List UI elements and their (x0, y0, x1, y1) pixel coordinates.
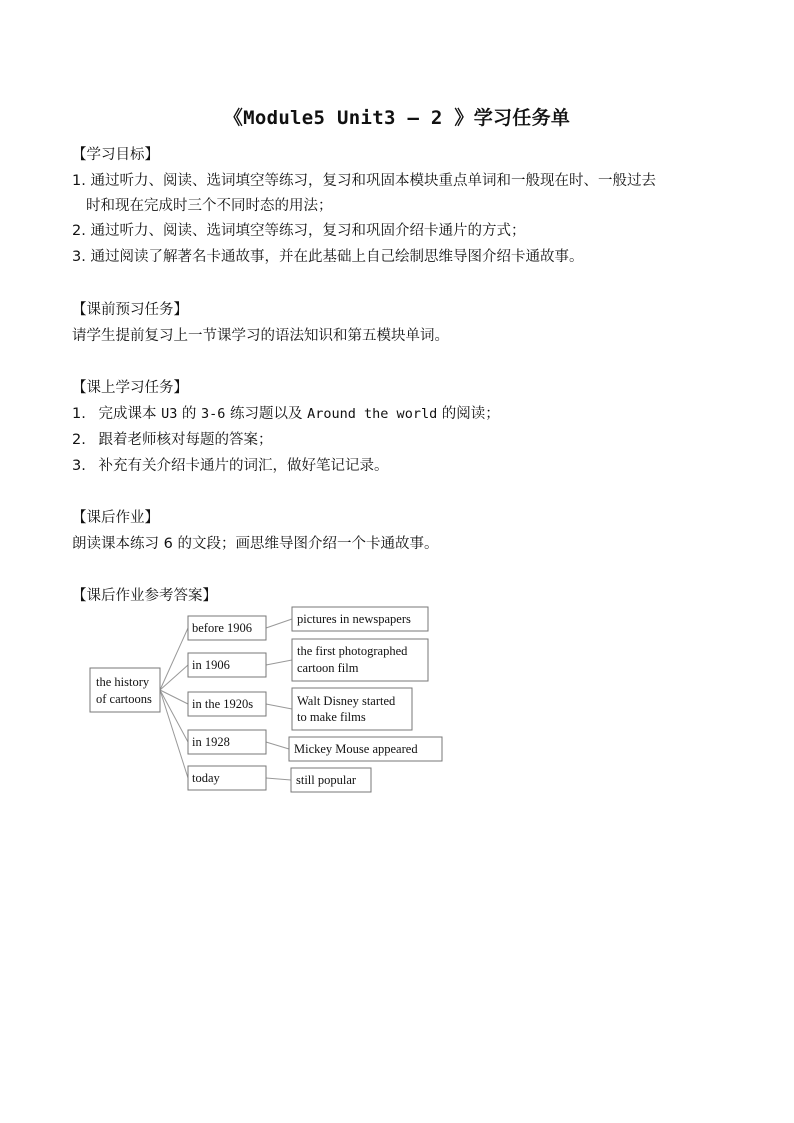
page-title: 《Module5 Unit3 – 2 》学习任务单 (223, 107, 571, 129)
connector-branch-2 (266, 660, 292, 665)
goals-heading: 【学习目标】 (72, 147, 159, 163)
mindmap-root-line-1: the history (96, 675, 150, 689)
detail-text-3-line-2: to make films (297, 710, 366, 724)
goal-item-1-cont: 时和现在完成时三个不同时态的用法； (86, 198, 333, 214)
mindmap-root-line-2: of cartoons (96, 692, 152, 706)
goal-item-3: 3. 通过阅读了解著名卡通故事，并在此基础上自己绘制思维导图介绍卡通故事。 (72, 249, 584, 265)
preview-heading: 【课前预习任务】 (72, 302, 188, 318)
answers-heading: 【课后作业参考答案】 (72, 588, 217, 604)
connector-branch-5 (266, 778, 291, 780)
branch-label-5: today (192, 771, 220, 785)
detail-text-3-line-1: Walt Disney started (297, 694, 396, 708)
connector-branch-4 (266, 742, 289, 749)
detail-text-5: still popular (296, 773, 357, 787)
inclass-item-1-e: 练习题以及 (225, 406, 308, 422)
connector-root-1 (160, 628, 188, 690)
homework-heading: 【课后作业】 (72, 510, 159, 526)
inclass-item-1-g: 的阅读； (437, 406, 500, 422)
inclass-item-3-num: 3. (72, 458, 86, 474)
detail-text-4: Mickey Mouse appeared (294, 742, 418, 756)
goal-item-1: 1. 通过听力、阅读、选词填空等练习，复习和巩固本模块重点单词和一般现在时、一般过去 (72, 173, 656, 189)
connector-branch-1 (266, 619, 292, 628)
branch-label-2: in 1906 (192, 658, 230, 672)
inclass-item-1-num: 1. (72, 406, 86, 422)
inclass-item-1-a: 完成课本 (98, 406, 162, 422)
goal-item-2: 2. 通过听力、阅读、选词填空等练习，复习和巩固介绍卡通片的方式； (72, 223, 526, 239)
connector-root-2 (160, 665, 188, 690)
connector-branch-3 (266, 704, 292, 709)
detail-text-2-line-1: the first photographed (297, 644, 408, 658)
branch-label-4: in 1928 (192, 735, 230, 749)
inclass-item-2-num: 2. (72, 432, 86, 448)
inclass-item-1-around: Around the world (307, 406, 438, 422)
inclass-item-1-c: 的 (177, 406, 202, 422)
homework-text: 朗读课本练习 6 的文段；画思维导图介绍一个卡通故事。 (72, 536, 439, 552)
detail-text-1: pictures in newspapers (297, 612, 411, 626)
branch-label-1: before 1906 (192, 621, 253, 635)
branch-label-3: in the 1920s (192, 697, 254, 711)
detail-text-2-line-2: cartoon film (297, 661, 359, 675)
inclass-item-1-range: 3-6 (201, 406, 226, 422)
inclass-heading: 【课上学习任务】 (72, 380, 188, 396)
inclass-item-2-text: 跟着老师核对每题的答案； (98, 432, 273, 448)
inclass-item-3-text: 补充有关介绍卡通片的词汇，做好笔记记录。 (98, 458, 389, 474)
preview-text: 请学生提前复习上一节课学习的语法知识和第五模块单词。 (72, 328, 449, 344)
inclass-item-1-unit: U3 (161, 406, 178, 422)
